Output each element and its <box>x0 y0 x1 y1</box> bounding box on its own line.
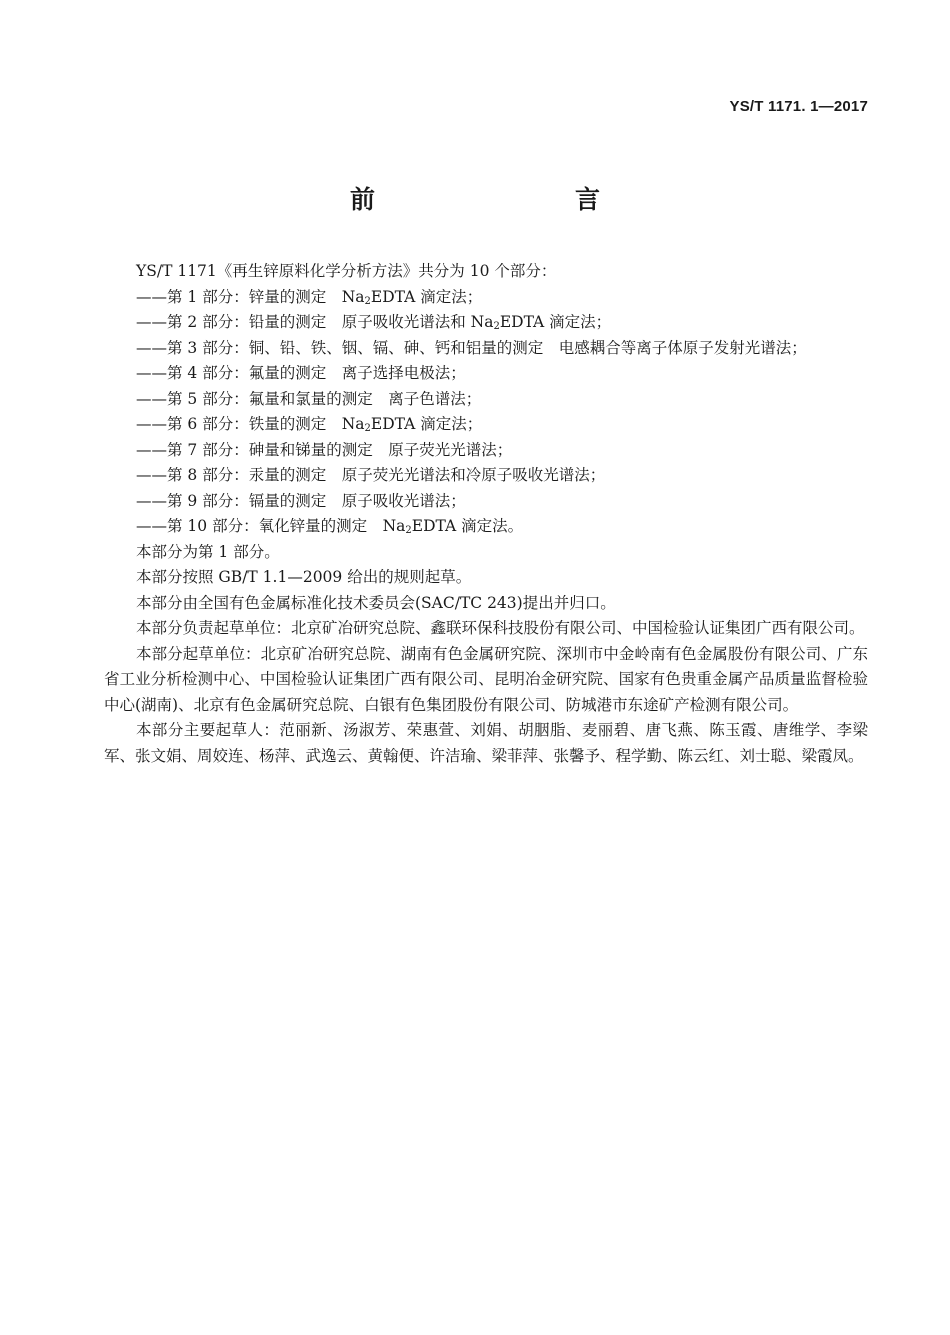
list-item: ——第 3 部分：铜、铅、铁、铟、镉、砷、钙和铝量的测定 电感耦合等离子体原子发射光谱法； <box>136 338 807 357</box>
list-item: ——第 7 部分：砷量和锑量的测定 原子荧光光谱法； <box>136 440 513 459</box>
list-item: ——第 2 部分：铅量的测定 原子吸收光谱法和 $Na_2EDTA$ 滴定法； <box>136 313 612 332</box>
list-item: ——第 4 部分：氟量的测定 离子选择电极法； <box>136 364 466 382</box>
list-item: ——第 5 部分：氟量和氯量的测定 离子色谱法； <box>136 389 482 408</box>
paragraph-drafters: 本部分主要起草人：范丽新、汤淑芳、荣惠萱、刘娟、胡胭脂、麦丽碧、唐飞燕、陈玉霞、唐维学、李梁军、张文娟、周姣连、杨萍、武逸云、黄翰便、许洁瑜、梁菲萍、张馨予、程学勤、陈云红、刘士聪、梁霞凤。 <box>104 721 868 765</box>
list-item: ——第 8 部分：汞量的测定 原子荧光光谱法和冷原子吸收光谱法； <box>136 466 606 484</box>
paragraph-responsible-units: 本部分负责起草单位：北京矿冶研究总院、鑫联环保科技股份有限公司、中国检验认证集团广西有限公司。 <box>136 619 865 637</box>
parts-list <box>104 285 868 540</box>
intro-line: YS/T 1171《再生锌原料化学分析方法》共分为 10 个部分： <box>136 262 557 280</box>
paragraph-part-number: 本部分为第 1 部分。 <box>136 542 280 561</box>
paragraph-proposer: 本部分由全国有色金属标准化技术委员会(SAC/TC 243)提出并归口。 <box>136 593 616 612</box>
list-item: ——第 10 部分：氧化锌量的测定 $Na_2EDTA$ 滴定法。 <box>136 517 524 536</box>
page-title: 前 言 <box>349 185 650 214</box>
standard-code: YS/T 1171. 1—2017 <box>729 98 868 115</box>
paragraph-drafting-rules: 本部分按照 GB/T 1.1—2009 给出的规则起草。 <box>136 568 472 586</box>
list-item: ——第 9 部分：镉量的测定 原子吸收光谱法； <box>136 491 466 510</box>
list-item: ——第 1 部分：锌量的测定 $Na_2EDTA$ 滴定法； <box>136 287 483 307</box>
foreword-body <box>104 259 868 769</box>
paragraph-drafting-units: 本部分起草单位：北京矿冶研究总院、湖南有色金属研究院、深圳市中金岭南有色金属股份有限公司、广东省工业分析检测中心、中国检验认证集团广西有限公司、昆明冶金研究院、国家有色贵重金属产品质量监督检验中心(湖南)、北京有色金属研究总院、白银有色集团股份有限公司、防城港市东途矿产检测有限公司。 <box>104 644 868 714</box>
list-item: ——第 6 部分：铁量的测定 $Na_2EDTA$ 滴定法； <box>136 415 483 434</box>
